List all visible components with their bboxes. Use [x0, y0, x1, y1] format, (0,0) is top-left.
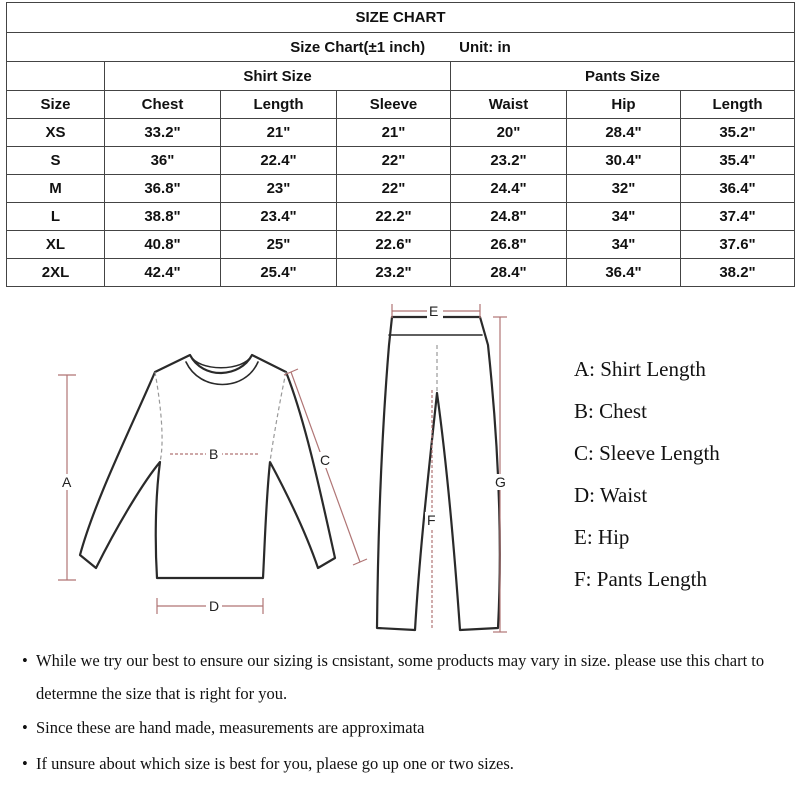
- table-row: [7, 203, 795, 231]
- table-cell: 25": [221, 231, 337, 259]
- size-cell: XL: [7, 231, 105, 259]
- table-cell: 20": [451, 119, 567, 147]
- table-cell: 22.6": [337, 231, 451, 259]
- note-size-up: [22, 750, 792, 778]
- shirt-side-seam-left: [155, 372, 162, 462]
- table-cell: 33.2": [105, 119, 221, 147]
- label-b: B: [209, 446, 219, 462]
- legend-item-sleeve-length: C: Sleeve Length: [574, 441, 720, 465]
- bullet-icon: •: [22, 651, 28, 670]
- table-cell: 26.8": [451, 231, 567, 259]
- subtitle-tolerance: Size Chart(±1 inch): [290, 38, 426, 56]
- table-cell: 28.4": [451, 259, 567, 287]
- table-cell: 22": [337, 147, 451, 175]
- bullet-icon: •: [22, 718, 28, 737]
- size-cell: 2XL: [7, 259, 105, 287]
- table-cell: 30.4": [567, 147, 681, 175]
- bullet-icon: •: [22, 754, 28, 773]
- measurement-legend: [574, 348, 720, 600]
- table-cell: 21": [221, 119, 337, 147]
- table-cell: 25.4": [221, 259, 337, 287]
- table-cell: 24.8": [451, 203, 567, 231]
- size-chart-table: [6, 2, 795, 287]
- column-header-hip: Hip: [567, 91, 681, 119]
- pants-size-group-header: Pants Size: [451, 62, 795, 91]
- table-cell: 22.4": [221, 147, 337, 175]
- legend-item-hip: E: Hip: [574, 525, 630, 549]
- size-cell: M: [7, 175, 105, 203]
- table-cell: 23.4": [221, 203, 337, 231]
- table-cell: 36.4": [567, 259, 681, 287]
- shirt-size-group-header: Shirt Size: [105, 62, 451, 91]
- table-cell: 24.4": [451, 175, 567, 203]
- label-a: A: [62, 474, 72, 490]
- table-cell: 42.4": [105, 259, 221, 287]
- table-row: [7, 119, 795, 147]
- note-text: If unsure about which size is best for you, plaese go up one or two sizes.: [36, 754, 514, 773]
- column-header-waist: Waist: [451, 91, 567, 119]
- table-cell: 35.4": [681, 147, 795, 175]
- label-d: D: [209, 598, 220, 614]
- shirt-side-seam-right: [270, 372, 286, 462]
- legend-item-waist: D: Waist: [574, 483, 648, 507]
- table-title: SIZE CHART: [7, 3, 795, 33]
- table-cell: 40.8": [105, 231, 221, 259]
- column-header-shirt-length: Length: [221, 91, 337, 119]
- table-cell: 34": [567, 203, 681, 231]
- note-text: Since these are hand made, measurements are approximata: [36, 718, 425, 737]
- column-header-row: [7, 91, 795, 119]
- table-cell: 37.4": [681, 203, 795, 231]
- label-f: F: [427, 512, 436, 528]
- table-cell: 22": [337, 175, 451, 203]
- sizing-notes: [22, 644, 792, 778]
- note-hand-made: [22, 714, 792, 742]
- note-text: While we try our best to ensure our sizing is cnsistant, some products may vary in size. please use this chart to determne the size that is right for you.: [36, 651, 765, 703]
- table-cell: 38.2": [681, 259, 795, 287]
- table-cell: 22.2": [337, 203, 451, 231]
- size-cell: S: [7, 147, 105, 175]
- measure-cap-c-bottom: [353, 559, 367, 565]
- subtitle-unit: Unit: in: [459, 38, 511, 56]
- table-cell: 36.8": [105, 175, 221, 203]
- legend-item-shirt-length: A: Shirt Length: [574, 357, 706, 381]
- size-cell: L: [7, 203, 105, 231]
- pants-outline: [377, 317, 500, 630]
- label-g: G: [495, 474, 506, 490]
- table-cell: 35.2": [681, 119, 795, 147]
- table-cell: 34": [567, 231, 681, 259]
- table-row: [7, 175, 795, 203]
- table-cell: 36": [105, 147, 221, 175]
- table-cell: 23.2": [337, 259, 451, 287]
- table-cell: 36.4": [681, 175, 795, 203]
- label-e: E: [429, 303, 439, 319]
- table-cell: 28.4": [567, 119, 681, 147]
- group-spacer-cell: [7, 62, 105, 91]
- legend-item-pants-length: F: Pants Length: [574, 567, 708, 591]
- column-header-chest: Chest: [105, 91, 221, 119]
- table-cell: 23": [221, 175, 337, 203]
- table-row: [7, 231, 795, 259]
- column-header-size: Size: [7, 91, 105, 119]
- legend-item-chest: B: Chest: [574, 399, 647, 423]
- column-header-sleeve: Sleeve: [337, 91, 451, 119]
- table-cell: 38.8": [105, 203, 221, 231]
- column-header-pants-length: Length: [681, 91, 795, 119]
- table-cell: 23.2": [451, 147, 567, 175]
- table-cell: 37.6": [681, 231, 795, 259]
- note-sizing-consistency: [22, 644, 792, 710]
- size-cell: XS: [7, 119, 105, 147]
- garment-measurement-diagram: [0, 290, 560, 640]
- table-cell: 21": [337, 119, 451, 147]
- table-row: [7, 259, 795, 287]
- table-row: [7, 147, 795, 175]
- table-subtitle: [7, 33, 795, 62]
- label-c: C: [320, 452, 331, 468]
- table-cell: 32": [567, 175, 681, 203]
